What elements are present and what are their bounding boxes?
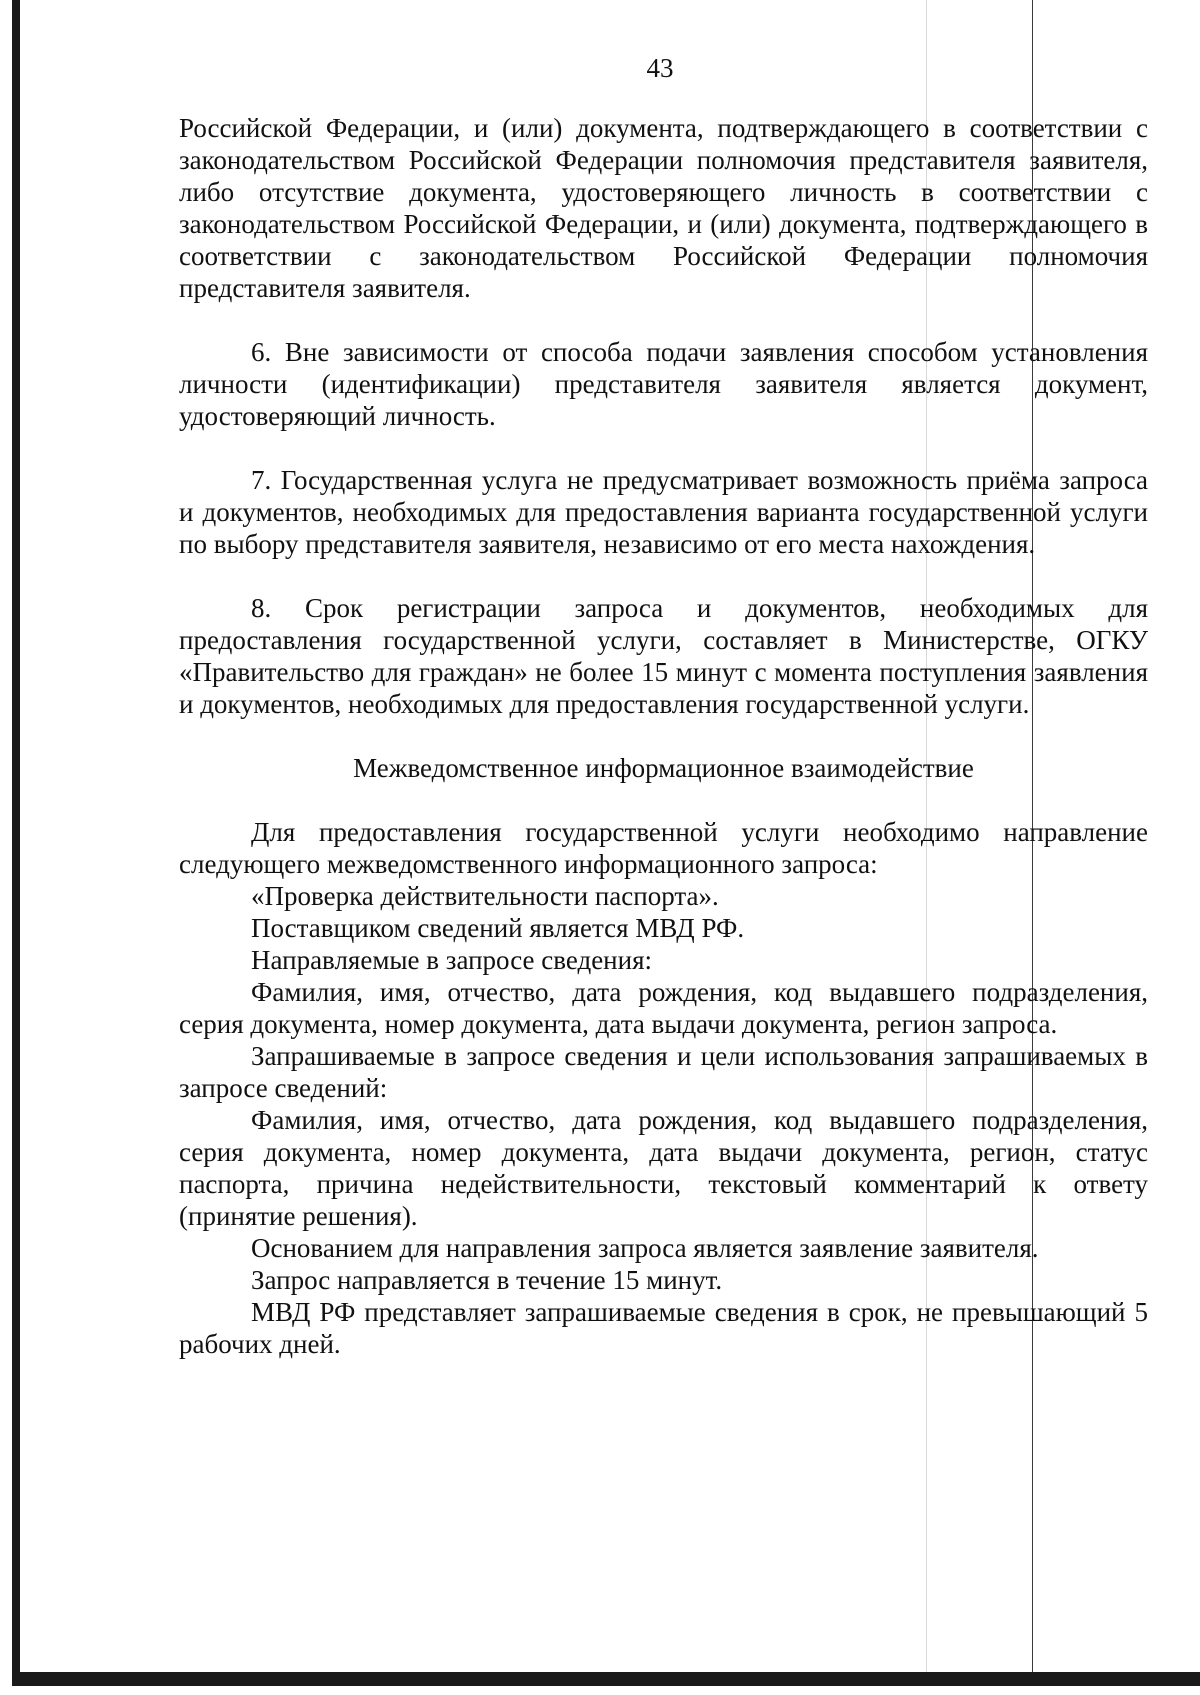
section-paragraph: Поставщиком сведений является МВД РФ. xyxy=(251,913,745,943)
paragraph-gap xyxy=(179,720,1148,752)
section-paragraph: МВД РФ представляет запрашиваемые сведения в срок, не превышающий 5 рабочих дней. xyxy=(179,1297,1148,1359)
section-paragraph: Для предоставления государственной услуги необходимо направление следующего межведомственного информационного запроса: xyxy=(179,817,1148,879)
section-paragraph: «Проверка действительности паспорта». xyxy=(251,881,719,911)
paragraph-item-8: 8. Срок регистрации запроса и документов, необходимых для предоставления государственной услуги, составляет в Министерстве, ОГКУ «Правительство для граждан» не более 15 минут с момента поступления заявления и документов, необходимых для предоставления государственной услуги. xyxy=(179,593,1148,719)
scan-bottom-edge xyxy=(12,1672,1200,1686)
paragraph-gap xyxy=(179,304,1148,336)
paragraph-item-6: 6. Вне зависимости от способа подачи заявления способом установления личности (идентификации) представителя заявителя является документ, удостоверяющий личность. xyxy=(179,337,1148,431)
section-paragraph: Фамилия, имя, отчество, дата рождения, код выдавшего подразделения, серия документа, номер документа, дата выдачи документа, регион запроса. xyxy=(179,977,1148,1039)
paragraph-gap xyxy=(179,560,1148,592)
paragraph-item-7: 7. Государственная услуга не предусматривает возможность приёма запроса и документов, необходимых для предоставления варианта государственной услуги по выбору представителя заявителя, независимо от его места нахождения. xyxy=(179,465,1148,559)
page-number: 43 xyxy=(646,53,674,83)
section-paragraph: Основанием для направления запроса является заявление заявителя. xyxy=(251,1233,1039,1263)
section-paragraph: Фамилия, имя, отчество, дата рождения, код выдавшего подразделения, серия документа, номер документа, дата выдачи документа, регион, статус паспорта, причина недействительности, текстовый комментарий к ответу (принятие решения). xyxy=(179,1105,1148,1231)
section-paragraph: Запрашиваемые в запросе сведения и цели использования запрашиваемых в запросе сведений: xyxy=(179,1041,1148,1103)
section-paragraph: Направляемые в запросе сведения: xyxy=(251,945,652,975)
section-heading: Межведомственное информационное взаимодействие xyxy=(353,753,974,783)
section-paragraph: Запрос направляется в течение 15 минут. xyxy=(251,1265,723,1295)
scan-left-edge xyxy=(12,0,20,1680)
paragraph-gap xyxy=(179,432,1148,464)
paragraph-gap xyxy=(179,784,1148,816)
document-body xyxy=(179,112,1148,1360)
paragraph-continuation: Российской Федерации, и (или) документа, подтверждающего в соответствии с законодательством Российской Федерации полномочия представителя заявителя, либо отсутствие документа, удостоверяющего личность в соответствии с законодательством Российской Федерации, и (или) документа, подтверждающего в соответствии с законодательством Российской Федерации полномочия представителя заявителя. xyxy=(179,113,1148,303)
